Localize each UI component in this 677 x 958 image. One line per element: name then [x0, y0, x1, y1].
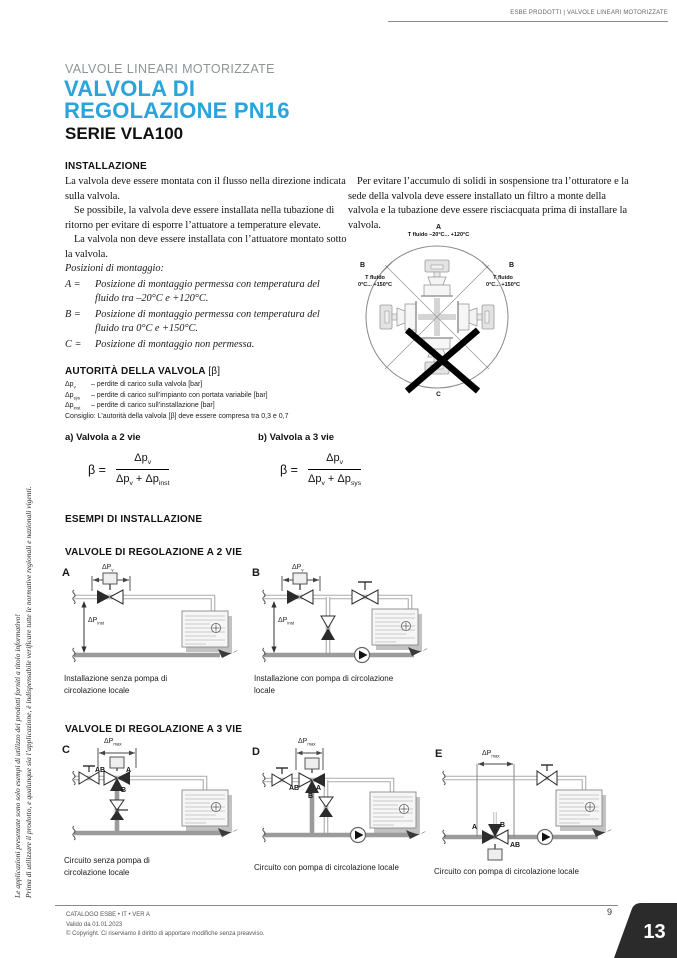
port-b-label: B: [500, 822, 506, 829]
pipe-break-icon: [263, 590, 265, 604]
examples-heading: ESEMPI DI INSTALLAZIONE: [65, 514, 203, 525]
page-title-line1: VALVOLA DI: [64, 76, 196, 101]
mounting-circle-graphic: [356, 226, 521, 404]
port-a-label: A: [316, 785, 322, 792]
fraction: [308, 452, 361, 487]
radiator-icon: [372, 609, 428, 656]
installation-paragraph: Se possibile, la valvola deve essere installata nella tubazione di ritorno per evitare di esporre l’attuatore a temperature elevate.: [65, 205, 335, 231]
diagram-caption: Circuito senza pompa di circolazione locale: [64, 856, 150, 878]
definition-row: [65, 381, 202, 389]
balancing-valve-icon: [352, 582, 378, 604]
diagram-b: [252, 565, 437, 705]
diagram-letter: B: [252, 567, 260, 579]
pipe-break-icon: [73, 771, 75, 785]
page-title-line2: REGOLAZIONE PN16: [64, 98, 290, 123]
diagram-d: [252, 740, 442, 882]
port-a-label: A: [472, 824, 478, 831]
chapter-tab: [610, 903, 677, 958]
definition-text: – perdite di carico sull’impianto con portata variabile [bar]: [90, 391, 268, 399]
position-a-temp: T fluido –20°C... +120°C: [407, 232, 470, 238]
dp-v-label: $\Delta P_v$: [102, 564, 114, 573]
delta-p-symbol: $\Delta p_{sys}$: [65, 391, 81, 400]
page-number: 9: [606, 907, 612, 917]
position-b-left-temp-range: 0°C... +150°C: [358, 282, 392, 288]
position-text: Posizione di montaggio non permessa.: [95, 339, 255, 350]
balancing-valve-icon: [537, 765, 557, 785]
fraction-numerator: $\Delta p_v$: [116, 452, 170, 470]
valve-left-icon: [380, 301, 416, 333]
definition-row: [65, 392, 268, 400]
diagram-c: [62, 740, 252, 882]
pipe-break-icon: [263, 648, 265, 662]
fraction-denominator: $\Delta p_v + \Delta p_{inst}$: [115, 473, 170, 488]
dp-inst-label: $\Delta P_{inst}$: [278, 617, 295, 626]
piping-graphic-e: [432, 740, 632, 862]
bypass-valve-icon: [319, 797, 333, 817]
header-breadcrumb: ESBE PRODOTTI | VALVOLE LINEARI MOTORIZZATE: [510, 10, 668, 16]
position-text: Posizione di montaggio permessa con temperatura del fluido tra 0°C e +150°C.: [95, 309, 320, 334]
series-title: SERIE VLA100: [65, 124, 184, 143]
authority-advice: Consiglio: L’autorità della valvola [β] deve essere compresa tra 0,3 e 0,7: [65, 413, 289, 420]
position-a-label: A: [435, 224, 442, 231]
pump-icon: [351, 828, 366, 843]
balancing-valve-icon: [272, 768, 292, 786]
header-rule: [388, 21, 668, 22]
formula-three-way: [280, 452, 361, 487]
position-key: A =: [65, 279, 81, 290]
diagram-caption: Circuito con pompa di circolazione locale: [254, 863, 399, 872]
dp-v-label: $\Delta P_v$: [292, 564, 304, 573]
diagram-letter: C: [62, 744, 70, 756]
bypass-valve-icon: [110, 800, 128, 820]
installation-heading: INSTALLAZIONE: [65, 161, 147, 172]
pump-icon: [355, 648, 370, 663]
dp-max-label: $\Delta P_{max}$: [298, 738, 316, 747]
pipe-break-icon: [263, 773, 265, 787]
authority-heading-text: AUTORITÀ DELLA VALVOLA: [65, 366, 206, 377]
fraction: [116, 452, 170, 487]
pipe-break-icon: [73, 648, 75, 662]
footer-catalog: CATALOGO ESBE • IT • VER A: [66, 912, 150, 918]
pipe-break-icon: [73, 826, 75, 840]
radiator-icon: [182, 611, 238, 658]
installation-col-left: [65, 175, 349, 262]
dp-max-label: $\Delta P_{max}$: [104, 738, 122, 747]
disclaimer-line1: Le applicazioni presentate sono solo esempi di utilizzo dei prodotti forniti a titolo informativo!: [13, 614, 22, 898]
pump-icon: [538, 830, 553, 845]
beta-lhs: β =: [88, 462, 106, 477]
installation-paragraph: La valvola deve essere montata con il flusso nella direzione indicata sulla valvola.: [65, 176, 346, 202]
three-way-valve-icon: [299, 758, 325, 793]
delta-p-symbol: $\Delta p_{inst}$: [65, 402, 81, 411]
diagram-e: [432, 740, 632, 882]
control-valve-icon: [97, 573, 123, 604]
authority-heading: [65, 366, 220, 377]
disclaimer-line2: Prima di utilizzare il prodotto, e qualunque sia l’applicazione, è indispensabile verificare tutte le normative regionali e nazionali vigenti.: [24, 486, 33, 898]
beta-lhs: β =: [280, 462, 298, 477]
port-b-label: B: [121, 787, 127, 794]
position-b-right-temp: T fluido: [493, 275, 513, 281]
installation-paragraph: Per evitare l’accumulo di solidi in sospensione tra l’otturatore e la sede della valvola deve essere installato un filtro a monte della valvola e la tubazione deve essere risciacquata prima di installare la valvola.: [348, 176, 629, 231]
chapter-tab-number: 13: [643, 921, 666, 943]
dp-max-label: $\Delta P_{max}$: [482, 750, 500, 759]
definition-text: – perdite di carico sull’installazione [bar]: [90, 402, 215, 409]
three-way-heading: VALVOLE DI REGOLAZIONE A 3 VIE: [65, 724, 243, 735]
radiator-icon: [370, 792, 426, 839]
diagram-letter: A: [62, 567, 70, 579]
position-text: Posizione di montaggio permessa con temperatura del fluido tra –20°C e +120°C.: [95, 279, 320, 304]
diagram-letter: E: [435, 748, 443, 760]
port-ab-label: AB: [289, 785, 300, 792]
port-a-label: A: [126, 767, 132, 774]
diagram-a: [62, 565, 247, 705]
footer-info: [66, 911, 265, 940]
position-key: C =: [65, 339, 82, 350]
dp-max-dimension: [478, 762, 513, 767]
definition-text: – perdite di carico sulla valvola [bar]: [90, 381, 203, 388]
piping-graphic-d: [252, 740, 442, 854]
dp-inst-arrow: [81, 601, 86, 653]
footer-copyright: © Copyright. Ci riserviamo il diritto di apportare modifiche senza preavviso.: [66, 931, 265, 938]
diagram-caption: Circuito con pompa di circolazione locale: [434, 867, 579, 876]
page-title: [64, 78, 290, 122]
case-a-label: a) Valvola a 2 vie: [65, 432, 141, 443]
pipe-break-icon: [73, 590, 75, 604]
diagram-caption: Installazione senza pompa di circolazione locale: [64, 674, 168, 696]
sidebar-disclaimer: [12, 378, 34, 898]
fraction-denominator: $\Delta p_v + \Delta p_{sys}$: [307, 473, 362, 488]
port-ab-label: AB: [510, 842, 521, 849]
footer-rule: [55, 905, 618, 906]
diagram-letter: D: [252, 746, 260, 758]
position-b-left-label: B: [360, 262, 366, 269]
diagram-caption: Installazione con pompa di circolazione locale: [254, 674, 394, 696]
mounting-positions-list: [65, 262, 345, 352]
port-b-label: B: [308, 793, 314, 800]
footer-validity: Valido da 01.01.2023: [66, 921, 123, 928]
position-c-label: C: [436, 391, 441, 398]
dp-inst-label: $\Delta P_{inst}$: [88, 617, 105, 626]
definition-row: [65, 402, 215, 410]
pipe-break-icon: [443, 830, 445, 844]
three-way-valve-icon: [104, 757, 130, 791]
position-b-right-label: B: [509, 262, 515, 269]
three-way-valve-icon: [482, 824, 508, 860]
delta-p-symbol: $\Delta p_v$: [65, 381, 76, 390]
dp-inst-arrow: [271, 601, 276, 653]
position-key: B =: [65, 309, 81, 320]
list-item: [65, 338, 345, 352]
list-item: [65, 278, 345, 306]
mounting-positions-title: Posizioni di montaggio:: [65, 263, 164, 274]
port-ab-label: AB: [95, 767, 106, 774]
fraction-numerator: $\Delta p_v$: [308, 452, 361, 470]
category-eyebrow: VALVOLE LINEARI MOTORIZZATE: [65, 62, 275, 76]
formula-two-way: [88, 452, 169, 487]
pipe-break-icon: [443, 771, 445, 785]
two-way-heading: VALVOLE DI REGOLAZIONE A 2 VIE: [65, 547, 243, 558]
valve-up-icon: [421, 260, 453, 296]
radiator-icon: [556, 790, 612, 837]
position-b-right-temp-range: 0°C... +150°C: [486, 282, 520, 288]
bypass-valve-icon: [321, 616, 335, 640]
position-b-left-temp: T fluido: [365, 275, 385, 281]
mounting-orientation-diagram: [356, 226, 521, 404]
radiator-icon: [182, 790, 238, 837]
installation-paragraph: La valvola non deve essere installata con l’attuatore montato sotto la valvola.: [65, 234, 347, 260]
list-item: [65, 308, 345, 336]
pipe-break-icon: [263, 828, 265, 842]
control-valve-icon: [287, 573, 313, 604]
authority-heading-beta: [β]: [208, 366, 221, 377]
case-b-label: b) Valvola a 3 vie: [258, 432, 335, 443]
piping-graphic-c: [62, 740, 252, 852]
